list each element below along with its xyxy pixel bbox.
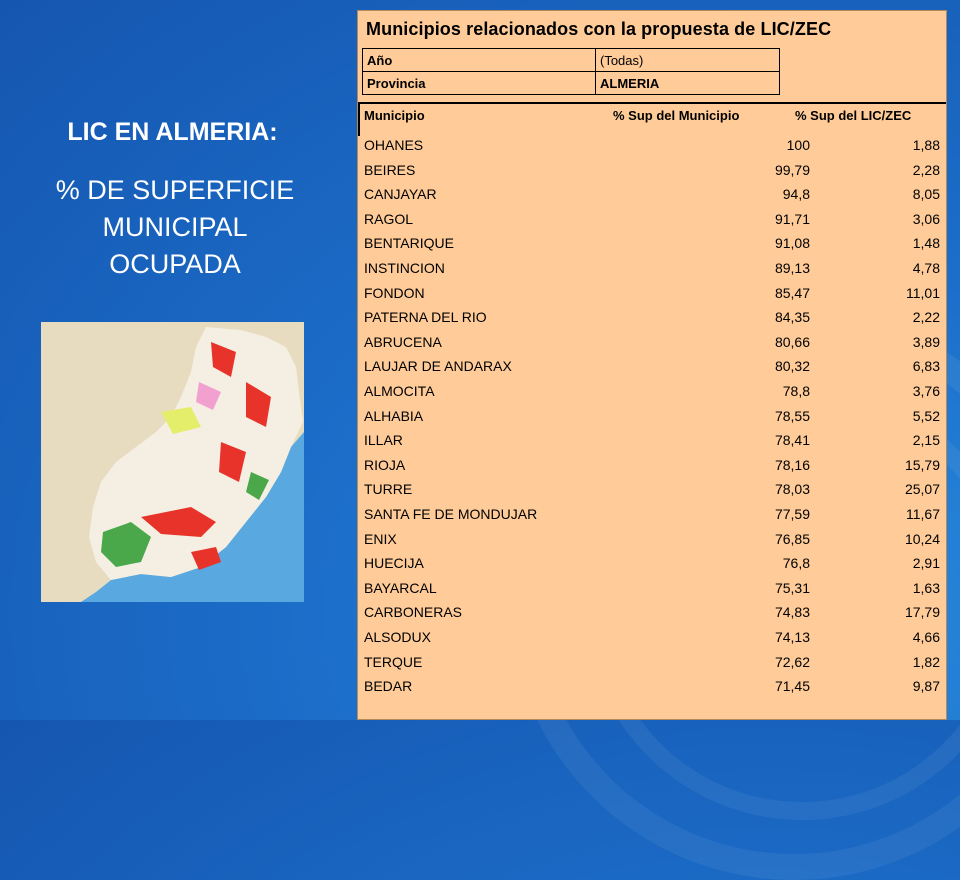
cell-municipio: FONDON: [364, 284, 425, 301]
cell-sup-lic: 1,63: [912, 579, 940, 596]
table-row[interactable]: [358, 575, 947, 600]
cell-sup-municipio: 78,03: [774, 481, 810, 498]
cell-sup-lic: 17,79: [904, 604, 940, 621]
table-row[interactable]: [358, 230, 947, 255]
table-row[interactable]: [358, 280, 947, 305]
table-row[interactable]: [358, 206, 947, 231]
filter-value-province[interactable]: ALMERIA: [596, 72, 780, 95]
cell-municipio: RIOJA: [364, 456, 406, 473]
cell-sup-lic: 3,06: [912, 210, 940, 227]
cell-sup-municipio: 72,62: [774, 653, 810, 670]
header-divider: [358, 102, 947, 104]
cell-sup-lic: 10,24: [904, 530, 940, 547]
cell-sup-municipio: 76,85: [774, 530, 810, 547]
cell-sup-municipio: 89,13: [774, 260, 810, 276]
table-header: [358, 106, 947, 124]
cell-municipio: RAGOL: [364, 210, 414, 227]
cell-sup-municipio: 80,66: [774, 333, 810, 350]
filter-key-province: Provincia: [363, 72, 596, 95]
table-row[interactable]: [358, 452, 947, 477]
cell-sup-lic: 2,91: [912, 555, 940, 572]
cell-municipio: BAYARCAL: [364, 579, 437, 596]
cell-sup-municipio: 91,08: [774, 235, 810, 252]
table-row[interactable]: [358, 427, 947, 452]
cell-municipio: CARBONERAS: [364, 604, 463, 621]
table-row[interactable]: [358, 329, 947, 354]
column-header-sup-municipio[interactable]: % Sup del Municipio: [613, 108, 740, 123]
cell-sup-lic: 3,89: [912, 333, 940, 350]
filter-key-year: Año: [363, 49, 596, 72]
cell-sup-lic: 6,83: [912, 358, 940, 375]
table-row[interactable]: [358, 599, 947, 624]
table-row[interactable]: [358, 550, 947, 575]
cell-sup-municipio: 80,32: [774, 358, 810, 375]
cell-sup-lic: 3,76: [912, 383, 940, 399]
filter-table: [362, 48, 780, 95]
cell-municipio: BEIRES: [364, 161, 416, 178]
table-row[interactable]: [358, 181, 947, 206]
cell-municipio: ALHABIA: [364, 407, 424, 424]
cell-sup-lic: 9,87: [912, 678, 940, 695]
filter-row: [363, 49, 780, 72]
cell-sup-lic: 1,48: [912, 235, 940, 252]
table-row[interactable]: [358, 649, 947, 674]
cell-sup-lic: 8,05: [912, 186, 940, 203]
column-header-municipio[interactable]: Municipio: [364, 108, 425, 123]
cell-municipio: CANJAYAR: [364, 186, 437, 203]
cell-sup-lic: 15,79: [904, 456, 940, 473]
cell-sup-lic: 25,07: [904, 481, 940, 498]
cell-sup-municipio: 91,71: [774, 210, 810, 227]
cell-sup-municipio: 77,59: [774, 506, 810, 522]
slide-subheading: [20, 172, 330, 283]
cell-municipio: TURRE: [364, 481, 413, 498]
cell-sup-lic: 1,82: [912, 653, 940, 670]
cell-sup-municipio: 84,35: [774, 309, 810, 326]
table-row[interactable]: [358, 403, 947, 428]
cell-sup-municipio: 85,47: [774, 284, 810, 301]
almeria-map: [41, 322, 304, 602]
filter-value-year[interactable]: (Todas): [596, 49, 780, 72]
cell-sup-municipio: 78,41: [774, 432, 810, 449]
cell-sup-lic: 1,88: [912, 137, 940, 153]
cell-sup-municipio: 74,13: [774, 629, 810, 645]
cell-sup-municipio: 76,8: [782, 555, 810, 572]
cell-municipio: OHANES: [364, 137, 424, 153]
table-row[interactable]: [358, 476, 947, 501]
cell-sup-lic: 4,78: [912, 260, 940, 276]
table-row[interactable]: [358, 378, 947, 403]
filter-row: [363, 72, 780, 95]
cell-sup-municipio: 94,8: [782, 186, 810, 203]
cell-municipio: BEDAR: [364, 678, 413, 695]
cell-municipio: BENTARIQUE: [364, 235, 454, 252]
cell-sup-lic: 11,01: [906, 284, 940, 301]
cell-municipio: ALMOCITA: [364, 383, 435, 399]
cell-sup-municipio: 100: [786, 137, 810, 153]
subheading-line: OCUPADA: [109, 249, 241, 279]
cell-municipio: HUECIJA: [364, 555, 424, 572]
cell-sup-municipio: 71,45: [774, 678, 810, 695]
table-row[interactable]: [358, 157, 947, 182]
subheading-line: MUNICIPAL: [102, 212, 248, 242]
cell-sup-lic: 11,67: [906, 506, 940, 522]
cell-municipio: INSTINCION: [364, 260, 445, 276]
table-row[interactable]: [358, 255, 947, 280]
cell-municipio: ABRUCENA: [364, 333, 442, 350]
cell-sup-municipio: 74,83: [774, 604, 810, 621]
cell-sup-lic: 4,66: [912, 629, 940, 645]
cell-sup-municipio: 78,8: [782, 383, 810, 399]
cell-municipio: ILLAR: [364, 432, 403, 449]
table-row[interactable]: [358, 526, 947, 551]
table-row[interactable]: [358, 501, 947, 526]
cell-sup-municipio: 78,55: [774, 407, 810, 424]
municipios-panel: [357, 10, 947, 720]
cell-sup-lic: 5,52: [912, 407, 940, 424]
subheading-line: % DE SUPERFICIE: [55, 175, 295, 205]
table-row[interactable]: [358, 624, 947, 649]
cell-sup-municipio: 99,79: [774, 161, 810, 178]
cell-sup-lic: 2,28: [912, 161, 940, 178]
map-image: [41, 322, 304, 602]
table-row[interactable]: [358, 353, 947, 378]
cell-municipio: ALSODUX: [364, 629, 431, 645]
slide-heading: LIC EN ALMERIA:: [67, 118, 278, 146]
cell-municipio: PATERNA DEL RIO: [364, 309, 487, 326]
cell-municipio: SANTA FE DE MONDUJAR: [364, 506, 538, 522]
table-row[interactable]: [358, 304, 947, 329]
cell-sup-municipio: 78,16: [774, 456, 810, 473]
cell-sup-lic: 2,22: [912, 309, 940, 326]
column-header-sup-lic[interactable]: % Sup del LIC/ZEC: [795, 108, 912, 123]
cell-municipio: LAUJAR DE ANDARAX: [364, 358, 512, 375]
cell-sup-lic: 2,15: [912, 432, 940, 449]
cell-municipio: TERQUE: [364, 653, 423, 670]
cell-municipio: ENIX: [364, 530, 397, 547]
table-row[interactable]: [358, 132, 947, 157]
panel-title: Municipios relacionados con la propuesta de LIC/ZEC: [366, 19, 832, 39]
cell-sup-municipio: 75,31: [774, 579, 810, 596]
table-row[interactable]: [358, 673, 947, 698]
